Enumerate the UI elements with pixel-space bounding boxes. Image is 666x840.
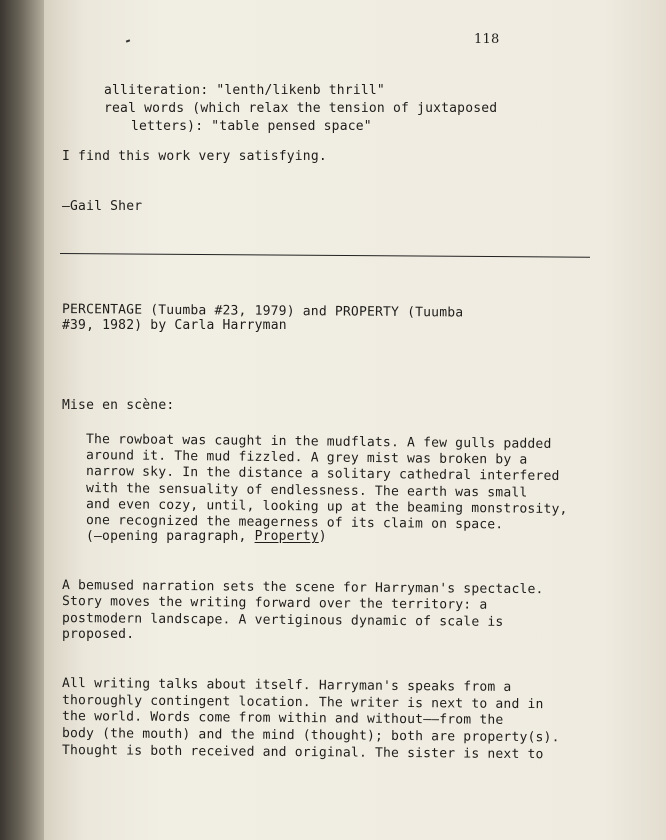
- page-number: 118: [474, 32, 500, 47]
- signature: —Gail Sher: [62, 199, 143, 214]
- quote-line: around it. The mud fizzled. A grey mist was broken by a: [85, 448, 528, 468]
- note-alliteration: alliteration: "lenth/likenb thrill": [104, 83, 385, 98]
- paragraph2-line: the world. Words come from within and without——from the: [61, 709, 504, 728]
- paragraph1-line: proposed.: [62, 627, 135, 642]
- note-real-words: real words (which relax the tension of juxtaposed: [104, 101, 498, 116]
- paragraph2-line: All writing talks about itself. Harryman's speaks from a: [61, 676, 512, 695]
- paragraph2-line: thoroughly contingent location. The writer is next to and in: [61, 693, 544, 713]
- review-heading-line2: #39, 1982) by Carla Harryman: [62, 318, 287, 333]
- quote-line: and even cozy, until, looking up at the beaming monstrosity,: [85, 497, 568, 518]
- paragraph1-line: Story moves the writing forward over the territory: a: [61, 594, 488, 613]
- quote-line: narrow sky. In the distance a solitary cathedral interfered: [85, 464, 560, 484]
- section-label: Mise en scène:: [62, 398, 175, 413]
- note-real-words-cont: letters): "table pensed space": [131, 119, 372, 134]
- quote-attribution-suffix: ): [318, 529, 327, 544]
- review-heading-line1: PERCENTAGE (Tuumba #23, 1979) and PROPERTY (Tuumba: [61, 302, 464, 321]
- quote-source-title: Property: [254, 529, 319, 544]
- paragraph2-line: Thought is both received and original. The sister is next to: [61, 743, 544, 763]
- quote-line: with the sensuality of endlessness. The earth was small: [85, 481, 528, 501]
- quote-line: The rowboat was caught in the mudflats. A few gulls padded: [85, 432, 552, 452]
- quote-attribution: [86, 529, 327, 544]
- quote-line: one recognized the meagerness of its claim on space.: [85, 513, 504, 533]
- quote-attribution-prefix: (—opening paragraph,: [86, 529, 255, 544]
- paragraph2-line: body (the mouth) and the mind (thought); both are property(s).: [61, 726, 560, 746]
- paragraph1-line: postmodern landscape. A vertiginous dynamic of scale is: [61, 611, 504, 630]
- closing-line: I find this work very satisfying.: [62, 149, 327, 164]
- paragraph1-line: A bemused narration sets the scene for Harryman's spectacle.: [61, 578, 544, 598]
